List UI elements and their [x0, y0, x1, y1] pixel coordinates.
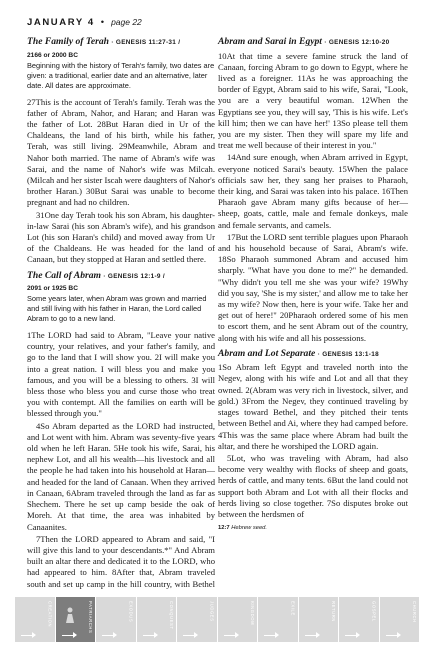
figure-icon — [64, 607, 76, 623]
tile-label: CREATION — [47, 601, 53, 628]
heading-title: The Family of Terah — [27, 36, 109, 47]
heading-title: The Call of Abram — [27, 269, 101, 281]
passage-paragraph: 17But the LORD sent terrible plagues upon Pharaoh and his household because of Sarai, Abram's wife. 18So Pharaoh summoned Abram and accused him sharply. "What have you done to me?" he demanded. "Why didn't you tell me she was your wife? 19Why did you say, 'She is my sister,' and allow me to take her as my wife? Now then, here is your wife. Take her and get out of here!" 20Pharaoh ordered some of his men to escort them, and he sent Abram out of the country, along with his wife and all his possessions. — [218, 231, 408, 343]
passage-paragraph: 7Then the LORD appeared to Abram and said, "I will give this land to your descendants.*" And Abram built an altar there and dedicated it to the LORD, who had appeared to him. 8After that, Abram traveled south and set up camp in the hill country, with Bethel — [27, 533, 215, 589]
heading-ref: GENESIS 11:27-31 / — [115, 39, 181, 46]
passage-paragraph: 31One day Terah took his son Abram, his daughter-in-law Sarai (his son Abram's wife), and his grandson Lot (his son Haran's child) and moved away from Ur of the Chaldeans. He was headed for the land of Canaan, but they stopped at Haran and settled there. — [27, 209, 215, 265]
arrow-icon — [143, 635, 157, 636]
timeline-tile[interactable] — [137, 597, 178, 642]
passage-paragraph: 4So Abram departed as the LORD had instructed, and Lot went with him. Abram was seventy-five years old when he left Haran. 5He took his wife, Sarai, his nephew Lot, and all his wealth—his livestock and all the people he had taken into his household at Haran—and headed for the land of Canaan. When they arrived in Canaan, 6Abram traveled through the land as far as Shechem. There he set up camp beside the oak of Moreh. At that time, the area was inhabited by Canaanites. — [27, 420, 215, 532]
heading-ref: GENESIS 12:1-9 / — [107, 272, 165, 280]
footnote-ref: 12:7 — [218, 525, 230, 532]
passage-paragraph: 5Lot, who was traveling with Abram, had also become very wealthy with flocks of sheep and goats, herds of cattle, and many tents. 6But the land could not support both Abram and Lot with all their flocks and herds living so close together. 7So disputes broke out between the herdsmen of — [218, 452, 408, 519]
tile-label: CONQUEST — [169, 601, 174, 630]
tile-label: EXODUS — [128, 601, 134, 623]
timeline-strip — [15, 597, 420, 642]
heading-title: Abram and Lot Separate — [218, 347, 316, 359]
arrow-icon — [386, 635, 400, 636]
arrow-icon — [305, 635, 319, 636]
tile-label: EXILE — [290, 601, 296, 616]
timeline-tile[interactable] — [380, 597, 421, 642]
tile-label: GOSPEL — [371, 601, 377, 622]
left-column — [27, 36, 215, 591]
header-bullet: • — [100, 17, 106, 28]
arrow-icon — [345, 635, 359, 636]
arrow-icon — [183, 635, 197, 636]
footnote-text: Hebrew seed. — [231, 525, 268, 532]
tile-label: JUDGES — [209, 601, 215, 622]
tile-label: RETURN — [331, 601, 336, 623]
passage-paragraph: 27This is the account of Terah's family. Terah was the father of Abram, Nahor, and Haran; and Haran was the father of Lot. 28But Haran died in Ur of the Chaldeans, the land of his birth, while his father, Terah, was still living. 29Meanwhile, Abram and Nahor both married. The name of Abram's wife was Sarai, and the name of Nahor's wife was Milcah. (Milcah and her sister Iscah were daughters of Nahor's brother Haran.) 30But Sarai was unable to become pregnant and had no children. — [27, 96, 215, 208]
footnote — [218, 523, 408, 534]
passage-paragraph: 1So Abram left Egypt and traveled north into the Negev, along with his wife and Lot and all that they owned. 2(Abram was very rich in livestock, silver, and gold.) 3From the Negev, they continued traveling by stages toward Bethel, and they pitched their tents between Bethel and Ai, where they had camped before. 4This was the same place where Abram had built the altar, and there he worshiped the LORD again. — [218, 362, 408, 451]
timeline-tile[interactable] — [177, 597, 218, 642]
tile-label: CHURCH — [412, 601, 417, 623]
timeline-tile[interactable] — [218, 597, 259, 642]
section-intro — [27, 51, 215, 91]
right-column — [218, 36, 408, 534]
timeline-tile[interactable] — [299, 597, 340, 642]
section-intro — [27, 284, 215, 324]
timeline-tile[interactable] — [258, 597, 299, 642]
intro-text: Some years later, when Abram was grown and married and still living with his father in Haran, the Lord called Abram to go to a new land. — [27, 294, 207, 324]
page-reference: page 22 — [111, 17, 142, 27]
page-header — [27, 17, 142, 28]
section-heading-family-of-terah: The Family of Terah · GENESIS 11:27-31 / — [27, 36, 181, 47]
heading-ref: GENESIS 13:1-18 — [322, 350, 379, 358]
arrow-icon — [62, 635, 76, 636]
section-heading-call-of-abram: The Call of Abram · GENESIS 12:1-9 / — [27, 269, 165, 281]
section-year: 2166 or 2000 BC — [27, 51, 78, 59]
tile-label: KINGDOM — [250, 601, 255, 626]
intro-text: Beginning with the history of Terah's family, two dates are given: a traditional, earlier date and an alternative, later date. All dates are approximate. — [27, 60, 215, 90]
passage-paragraph: 1The LORD had said to Abram, "Leave your native country, your relatives, and your father's family, and go to the land that I will show you. 2I will make you into a great nation. I will bless you and make you famous, and you will be a blessing to others. 3I will bless those who bless you and curse those who treat you with contempt. All the families on earth will be blessed through you." — [27, 330, 215, 419]
timeline-tile[interactable] — [339, 597, 380, 642]
timeline-tile-active[interactable] — [56, 597, 97, 642]
heading-title: Abram and Sarai in Egypt — [218, 36, 322, 47]
timeline-tile[interactable] — [96, 597, 137, 642]
section-year: 2091 or 1925 BC — [27, 285, 78, 293]
passage-paragraph: 14And sure enough, when Abram arrived in Egypt, everyone noticed Sarai's beauty. 15When the palace officials saw her, they sang her praises to Pharaoh, their king, and Sarai was taken into his palace. 16Then Pharaoh gave Abram many gifts because of her—sheep, goats, cattle, male and female donkeys, male and female servants, and camels. — [218, 152, 408, 230]
arrow-icon — [224, 635, 238, 636]
reading-date: JANUARY 4 — [27, 17, 95, 28]
arrow-icon — [102, 635, 116, 636]
heading-ref: GENESIS 12:10-20 — [328, 39, 390, 46]
arrow-icon — [21, 635, 35, 636]
section-heading-abram-lot-separate: Abram and Lot Separate · GENESIS 13:1-18 — [218, 347, 379, 359]
passage-paragraph: 10At that time a severe famine struck the land of Canaan, forcing Abram to go down to Egypt, where he lived as a foreigner. 11As he was approaching the border of Egypt, Abram said to his wife, Sarai, "Look, you are a very beautiful woman. 12When the Egyptians see you, they will say, 'This is his wife. Let's kill him; then we can have her!' 13So please tell them you are my sister. Then they will spare my life and treat me well because of their interest in you." — [218, 50, 408, 151]
timeline-tile[interactable] — [15, 597, 56, 642]
tile-label: PATRIARCHS — [88, 601, 93, 634]
arrow-icon — [264, 635, 278, 636]
section-heading-abram-sarai-egypt: Abram and Sarai in Egypt · GENESIS 12:10-20 — [218, 36, 390, 47]
